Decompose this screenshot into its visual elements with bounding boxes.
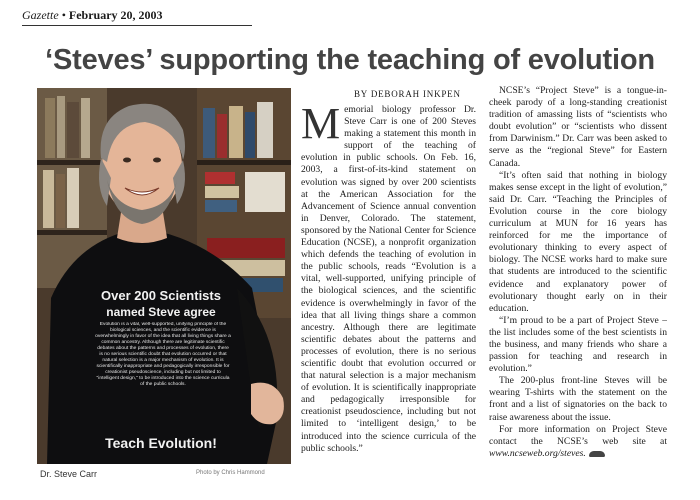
byline: BY DEBORAH INKPEN [354, 89, 461, 99]
shirt-footer: Teach Evolution! [105, 435, 217, 451]
paragraph-text: emorial biology professor Dr. Steve Carr is one of 200 Steves making a statement this month in support of the teaching of evolution in public schools. On Feb. 16, 2003, a first-of-its-kind statement on evolution was signed by over 200 scientists at the American Association for the Advancement of Science annual convention in Denver, Colorado. The statement, sponsored by the National Center for Science Education (NCSE), a nonprofit organization which defends the teaching of evolution in the public schools, reads “Evolution is a vital, well-supported, unifying principle of the biological sciences, and the scientific evidence is overwhelmingly in favor of the idea that all living things share a common ancestry. Although there are legitimate scientific debates about the patterns and processes of evolution, there is no serious scientific doubt that evolution occurred or that natural selection is a major mechanism of evolution. It is scientifically inappropriate and pedagogically irresponsible for creationist pseudoscience, including but not limited to ‘intelligent design,’ to be introduced into the science curricula of the public schools.” [301, 104, 476, 454]
article-paragraph [301, 104, 476, 455]
issue-date: February 20, 2003 [68, 8, 163, 22]
article-column-1 [301, 104, 476, 474]
paragraph-text: For more information on Project Steve contact the NCSE’s web site at [489, 423, 667, 447]
publication-name: Gazette [22, 8, 59, 22]
article-paragraph: “It’s often said that nothing in biology makes sense except in the light of evolution,” said Dr. Carr. “Teaching the Principles of Evolution course in the core biology curriculum at MUN for 16 years has reinforced for me the importance of evolutionary thinking to every aspect of biology. The NCSE works hard to make sure that students are introduced to the scientific evidence and explanatory power of evolutionary thought early on in their education. [489, 169, 667, 314]
masthead [22, 8, 252, 26]
shirt-title-line-1: Over 200 Scientists [101, 288, 221, 303]
end-mark-icon [589, 451, 605, 457]
photo-credit: Photo by Chris Hammond [196, 470, 265, 476]
photo-steve-carr [37, 88, 291, 464]
photo-caption: Dr. Steve Carr [40, 469, 98, 479]
website-link[interactable]: www.ncseweb.org/steves. [489, 447, 586, 459]
headline: ‘Steves’ supporting the teaching of evolution [45, 44, 655, 76]
masthead-separator: • [61, 8, 66, 22]
article-paragraph [489, 424, 667, 460]
shirt-title-line-2: named Steve agree [106, 305, 216, 319]
drop-cap: M [301, 104, 341, 148]
article-column-2 [489, 85, 667, 477]
article-paragraph: NCSE’s “Project Steve” is a tongue-in-cheek parody of a long-standing creationist tradition of amassing lists of “scientists who doubt evolution” or “scientists who dissent from Darwinism.” Dr. Carr was been asked to serve as the “regional Steve” for Eastern Canada. [489, 85, 667, 169]
portrait-illustration [37, 88, 291, 464]
shirt-statement: Evolution is a vital, well-supported, unifying principle of the biological sciences, and the scientific evidence is overwhelmingly in favor of the idea that all living things share a common ancestry. Although there are legitimate scientific debates about the patterns and processes of evolution, there is no serious scientific doubt that evolution occurred or that natural selection is a major mechanism of evolution. It is scientifically inappropriate and pedagogically irresponsible for creationist pseudoscience, including but not limited to "intelligent design," to be introduced into the science curricula of the public schools. [95, 322, 231, 387]
article-paragraph: The 200-plus front-line Steves will be wearing T-shirts with the statement on the front and a list of signatories on the back to raise awareness about the issue. [489, 375, 667, 423]
article-paragraph: “I’m proud to be a part of Project Steve – the list includes some of the best scientists in the business, and many friends who share a passion for teaching and research in evolution.” [489, 314, 667, 375]
